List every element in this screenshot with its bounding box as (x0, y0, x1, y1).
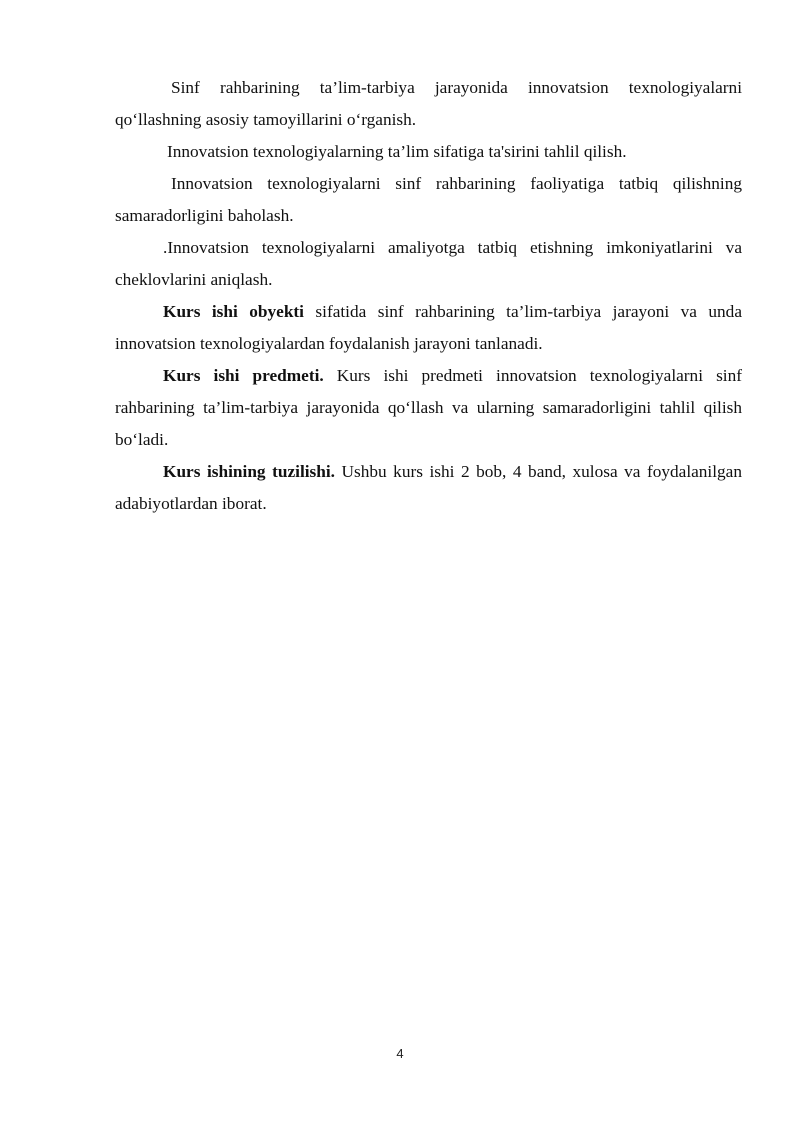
paragraph-objective-principles (115, 72, 742, 136)
paragraph-course-object (115, 296, 742, 360)
paragraph-text: Ushbu kurs ishi 2 bob, 4 band, xulosa va foydalanilgan adabiyotlardan iborat. (115, 462, 742, 513)
paragraph-heading: Kurs ishining tuzilishi. (163, 462, 335, 481)
paragraph-text: Kurs ishi predmeti innovatsion texnologiyalarni sinf rahbarining ta’lim-tarbiya jarayonida qo‘llash va ularning samaradorligini tahlil qilish bo‘ladi. (115, 366, 742, 449)
paragraph-text: Innovatsion texnologiyalarni sinf rahbarining faoliyatiga tatbiq qilishning samaradorligini baholash. (115, 174, 742, 225)
paragraph-objective-efficiency (115, 168, 742, 232)
paragraph-heading: Kurs ishi predmeti. (163, 366, 324, 385)
paragraph-course-subject (115, 360, 742, 456)
page-number: 4 (396, 1046, 404, 1061)
paragraph-text: Sinf rahbarining ta’lim-tarbiya jarayonida innovatsion texnologiyalarni qo‘llashning asosiy tamoyillarini o‘rganish. (115, 78, 742, 129)
paragraph-course-structure (115, 456, 742, 520)
paragraph-text: .Innovatsion texnologiyalarni amaliyotga tatbiq etishning imkoniyatlarini va cheklovlarini aniqlash. (115, 238, 742, 289)
paragraph-heading: Kurs ishi obyekti (163, 302, 304, 321)
document-body (115, 72, 742, 520)
paragraph-text: Innovatsion texnologiyalarning ta’lim sifatiga ta'sirini tahlil qilish. (167, 142, 627, 161)
paragraph-objective-quality-impact (115, 136, 742, 168)
paragraph-text: sifatida sinf rahbarining ta’lim-tarbiya jarayoni va unda innovatsion texnologiyalardan foydalanish jarayoni tanlanadi. (115, 302, 742, 353)
paragraph-objective-limitations (115, 232, 742, 296)
